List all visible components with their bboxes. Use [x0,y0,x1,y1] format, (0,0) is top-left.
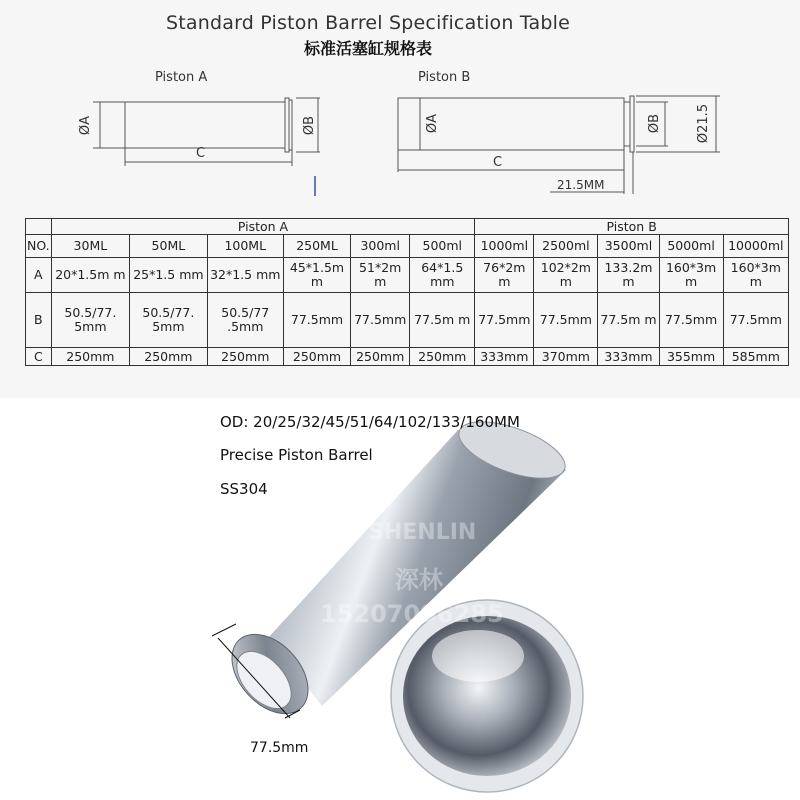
table-cell: 77.5m m [598,293,659,348]
group-header-piston-b: Piston B [475,219,789,235]
table-cell: 50.5/77. 5mm [130,293,208,348]
table-cell: 20*1.5m m [51,258,129,293]
column-header: 5000ml [659,235,723,258]
table-corner-cell [26,219,52,235]
piston-a-flange [285,98,289,152]
piston-b-label: Piston B [418,70,471,85]
product-photo [0,398,800,800]
row-label: C [26,348,52,366]
piston-drawings [0,0,800,220]
table-row [26,258,789,293]
group-header-piston-a: Piston A [51,219,475,235]
spec-table [25,218,789,366]
column-header: 250ML [283,235,350,258]
table-row [26,293,789,348]
piston-b-dim-b: ØB [647,113,663,134]
column-header: 3500ml [598,235,659,258]
piston-b-flange [630,96,634,152]
product-material: SS304 [220,480,268,498]
table-cell: 133.2m m [598,258,659,293]
table-cell: 64*1.5 mm [410,258,475,293]
table-cell: 160*3m m [659,258,723,293]
table-row [26,348,789,366]
column-header: 100ML [207,235,283,258]
table-cell: 333mm [475,348,534,366]
table-cell: 77.5mm [659,293,723,348]
table-cell: 32*1.5 mm [207,258,283,293]
column-header: 10000ml [723,235,788,258]
table-cell: 50.5/77. 5mm [51,293,129,348]
piston-a-body [125,102,285,148]
table-cell: 77.5m m [410,293,475,348]
row-label: B [26,293,52,348]
table-cell: 77.5mm [534,293,598,348]
spec-title: Standard Piston Barrel Specification Table [166,12,570,34]
bore-highlight [432,630,524,682]
column-header: 500ml [410,235,475,258]
product-od-line: OD: 20/25/32/45/51/64/102/133/160MM [220,413,520,431]
table-cell: 250mm [351,348,410,366]
piston-a-dim-b: ØB [302,115,318,136]
row-label: A [26,258,52,293]
column-header: 300ml [351,235,410,258]
column-header: 2500ml [534,235,598,258]
column-header: 1000ml [475,235,534,258]
table-cell: 333mm [598,348,659,366]
piston-b-neck [624,102,630,146]
table-cell: 250mm [130,348,208,366]
table-cell: 250mm [410,348,475,366]
piston-a-label: Piston A [155,70,208,85]
table-cell: 102*2m m [534,258,598,293]
table-cell: 355mm [659,348,723,366]
table-cell: 76*2m m [475,258,534,293]
table-cell: 160*3m m [723,258,788,293]
table-cell: 77.5mm [723,293,788,348]
watermark-brand: SHENLIN [368,520,477,545]
piston-b-dim-215: Ø21.5 [696,103,712,144]
watermark-chinese: 深林 [395,566,443,594]
table-cell: 51*2m m [351,258,410,293]
piston-a-flange-lip [289,100,292,150]
flange-dimension-label: 77.5mm [250,740,309,756]
piston-b-dim-offset: 21.5MM [557,178,605,192]
watermark-phone: 15207096285 [320,600,504,628]
product-name: Precise Piston Barrel [220,446,373,464]
column-header-no: NO. [26,235,52,258]
table-cell: 250mm [283,348,350,366]
column-header: 50ML [130,235,208,258]
spec-title-chinese: 标准活塞缸规格表 [303,39,432,58]
piston-a-dim-c: C [196,146,206,161]
piston-a-dim-a: ØA [78,115,94,136]
table-cell: 585mm [723,348,788,366]
table-cell: 370mm [534,348,598,366]
table-cell: 45*1.5m m [283,258,350,293]
table-cell: 250mm [207,348,283,366]
column-header: 30ML [51,235,129,258]
table-cell: 77.5mm [351,293,410,348]
table-cell: 77.5mm [475,293,534,348]
table-cell: 25*1.5 mm [130,258,208,293]
piston-b-dim-c: C [493,155,503,170]
table-cell: 250mm [51,348,129,366]
table-cell: 50.5/77 .5mm [207,293,283,348]
table-cell: 77.5mm [283,293,350,348]
piston-b-dim-a: ØA [425,113,441,134]
